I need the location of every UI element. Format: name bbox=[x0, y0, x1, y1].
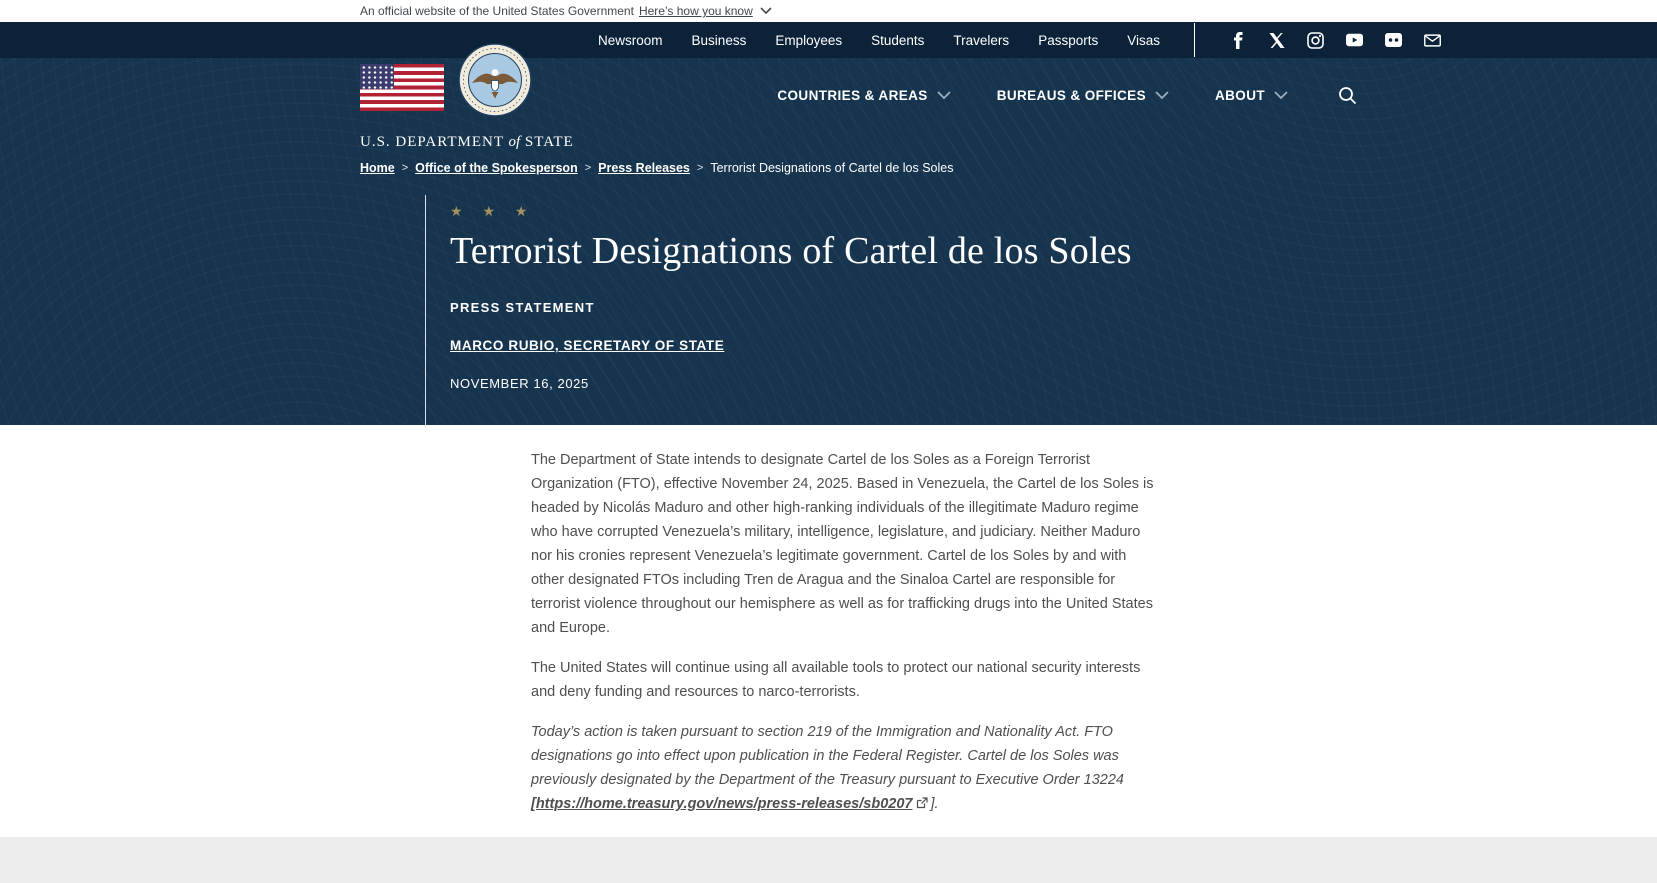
chevron-down-icon bbox=[1155, 91, 1169, 100]
nav-countries-areas[interactable]: COUNTRIES & AREAS bbox=[777, 88, 950, 103]
x-twitter-icon[interactable] bbox=[1268, 32, 1285, 49]
byline-link[interactable]: MARCO RUBIO, SECRETARY OF STATE bbox=[450, 338, 725, 353]
topnav-visas[interactable]: Visas bbox=[1127, 32, 1160, 48]
department-of-state-logo[interactable] bbox=[360, 43, 574, 151]
hero-content bbox=[425, 195, 1185, 425]
nav-about[interactable]: ABOUT bbox=[1215, 88, 1288, 103]
flag-canton bbox=[360, 64, 394, 89]
paragraph-3-text: Today’s action is taken pursuant to section 219 of the Immigration and Nationality Act. FTO designations go into effect upon publication in the Federal Register. Cartel de los Soles was previously designated by the Department of the Treasury pursuant to Executive Order 13224 bbox=[531, 724, 1124, 788]
breadcrumb-current: Terrorist Designations of Cartel de los Soles bbox=[710, 161, 954, 175]
breadcrumb-press-releases[interactable]: Press Releases bbox=[598, 161, 690, 175]
nav-bureaus-offices[interactable]: BUREAUS & OFFICES bbox=[997, 88, 1169, 103]
article-paragraph-1: The Department of State intends to designate Cartel de los Soles as a Foreign Terrorist Organization (FTO), effective November 24, 2025. Based in Venezuela, the Cartel de los Soles is headed by Nicolás Maduro and other high-ranking individuals of the illegitimate Maduro regime who have corrupted Venezuela’s military, intelligence, legislature, and judiciary. Neither Maduro nor his cronies represent Venezuela’s legitimate government. Cartel de los Soles by and with other designated FTOs including Tren de Aragua and the Sinaloa Cartel are responsible for terrorist violence throughout our hemisphere as well as for trafficking drugs into the United States and Europe. bbox=[531, 452, 1154, 636]
heres-how-you-know-link[interactable]: Here’s how you know bbox=[638, 4, 753, 18]
chevron-down-icon bbox=[1274, 91, 1288, 100]
topnav-travelers[interactable]: Travelers bbox=[953, 32, 1010, 48]
breadcrumb-separator: > bbox=[696, 162, 704, 174]
flickr-icon[interactable] bbox=[1385, 32, 1402, 49]
topnav-business[interactable]: Business bbox=[691, 32, 747, 48]
treasury-press-release-link[interactable]: [https://home.treasury.gov/news/press-releases/sb0207 bbox=[531, 796, 913, 812]
press-date: NOVEMBER 16, 2025 bbox=[450, 376, 589, 391]
official-banner bbox=[0, 0, 1657, 22]
breadcrumb-separator: > bbox=[584, 162, 592, 174]
paragraph-3-closing: ]. bbox=[930, 796, 939, 812]
topnav-students[interactable]: Students bbox=[871, 32, 925, 48]
topnav-employees[interactable]: Employees bbox=[775, 32, 843, 48]
page-title: Terrorist Designations of Cartel de los Soles bbox=[450, 230, 1132, 272]
state-department-seal-icon bbox=[458, 43, 532, 117]
article-paragraph-2: The United States will continue using all available tools to protect our national security interests and deny funding and resources to narco-terrorists. bbox=[531, 660, 1141, 700]
footer-band bbox=[0, 837, 1657, 883]
topnav-newsroom[interactable]: Newsroom bbox=[598, 32, 663, 48]
email-icon[interactable] bbox=[1424, 32, 1441, 49]
site-header bbox=[0, 22, 1657, 425]
three-stars-decoration: ★ ★ ★ bbox=[450, 203, 536, 219]
instagram-icon[interactable] bbox=[1307, 32, 1324, 49]
article-body bbox=[0, 425, 1657, 837]
breadcrumb-home[interactable]: Home bbox=[360, 161, 395, 175]
breadcrumb bbox=[360, 161, 954, 175]
search-button[interactable] bbox=[1338, 86, 1357, 105]
logo-caption: U.S. DEPARTMENT of STATE bbox=[360, 134, 574, 150]
chevron-down-icon bbox=[937, 91, 951, 100]
utility-topbar bbox=[0, 22, 1657, 58]
external-link-icon bbox=[916, 797, 928, 809]
article-paragraph-3 bbox=[531, 720, 1163, 816]
topnav-passports[interactable]: Passports bbox=[1038, 32, 1099, 48]
press-statement-label: PRESS STATEMENT bbox=[450, 300, 595, 315]
facebook-icon[interactable] bbox=[1229, 32, 1246, 49]
youtube-icon[interactable] bbox=[1346, 32, 1363, 49]
official-banner-text: An official website of the United States Government bbox=[360, 4, 634, 18]
breadcrumb-separator: > bbox=[401, 162, 409, 174]
search-icon bbox=[1338, 86, 1357, 105]
social-icons bbox=[1229, 32, 1441, 49]
chevron-down-icon bbox=[760, 7, 772, 15]
breadcrumb-office-of-the-spokesperson[interactable]: Office of the Spokesperson bbox=[415, 161, 578, 175]
primary-nav bbox=[777, 86, 1357, 105]
topbar-divider bbox=[1194, 23, 1195, 57]
us-flag bbox=[360, 64, 444, 111]
hero-band bbox=[0, 58, 1657, 425]
utility-nav bbox=[598, 33, 1160, 48]
